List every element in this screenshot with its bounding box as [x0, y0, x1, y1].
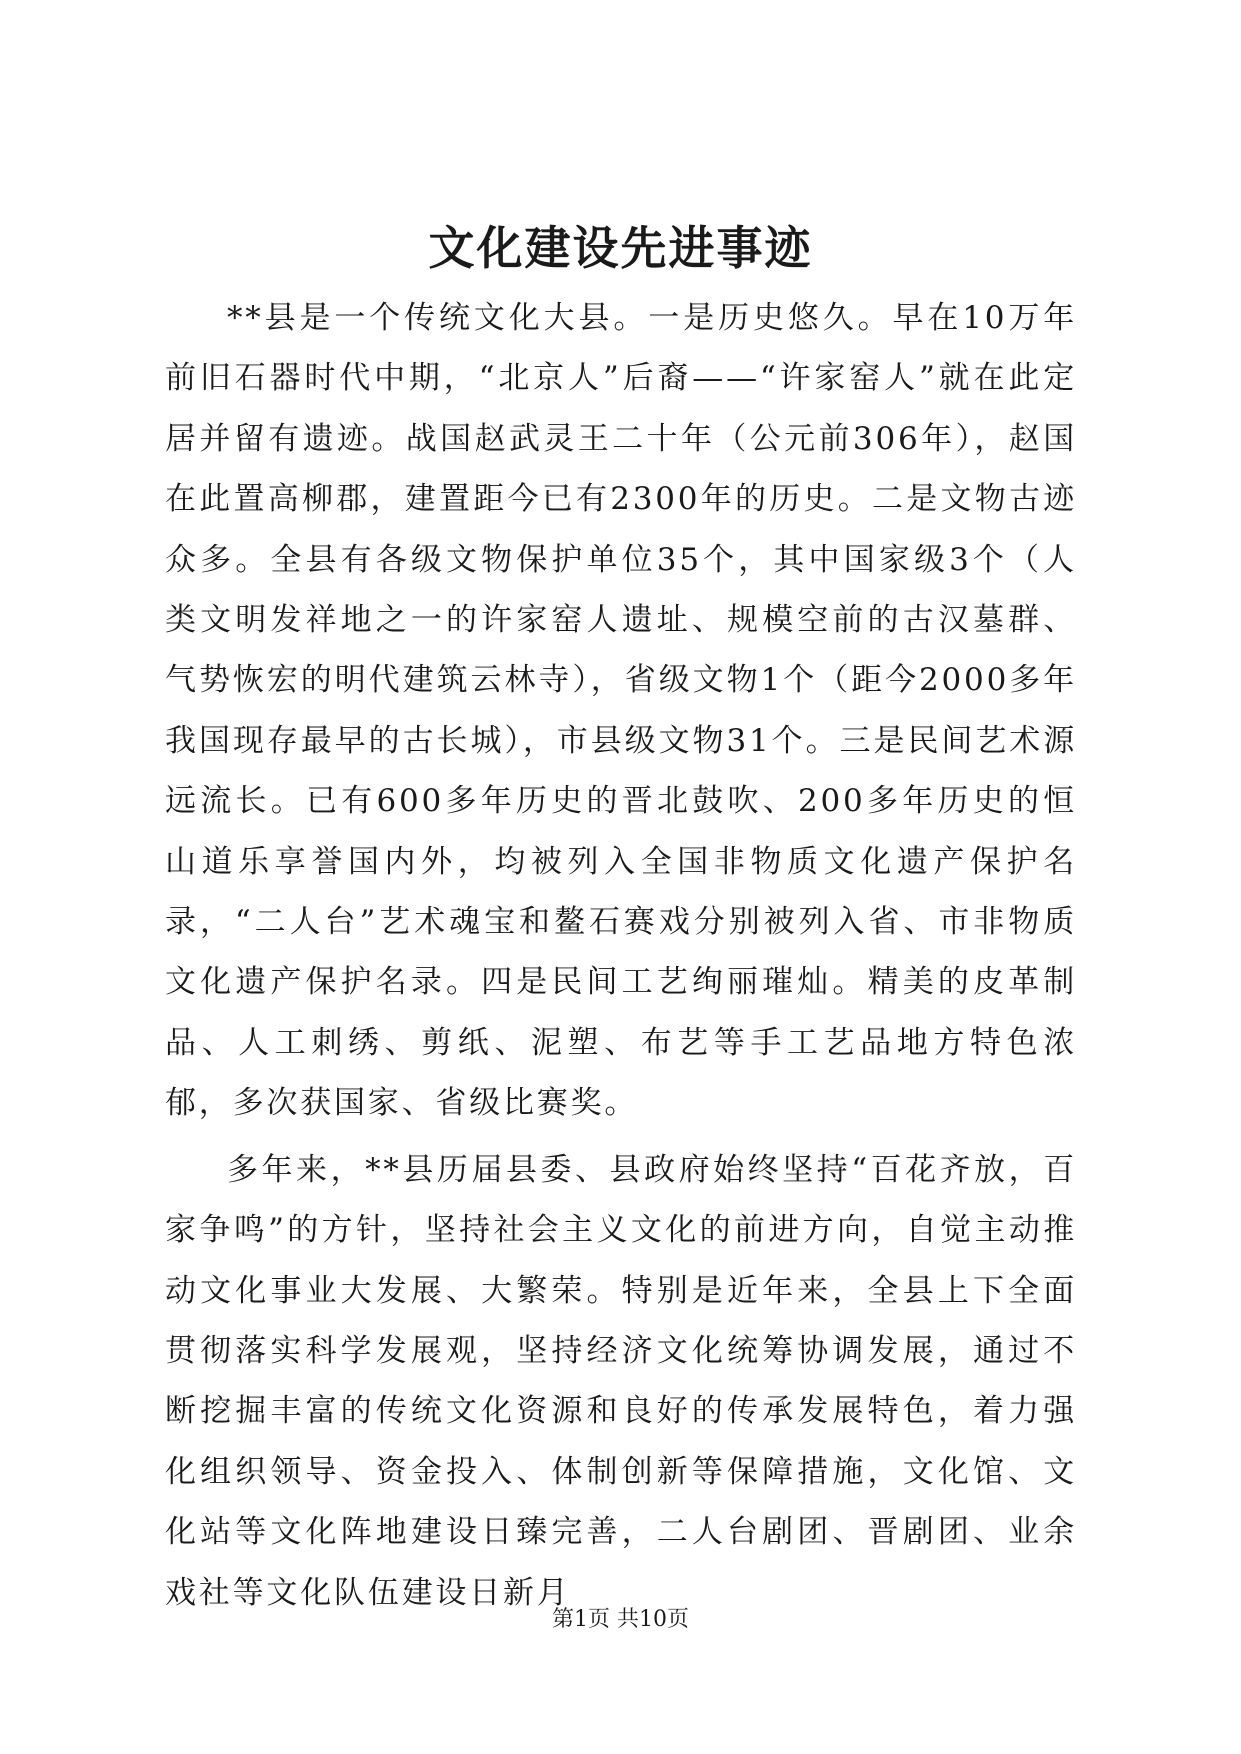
document-body — [165, 288, 1077, 1629]
paragraph-1: **县是一个传统文化大县。一是历史悠久。早在10万年前旧石器时代中期，“北京人”后裔——“许家窑人”就在此定居并留有遗迹。战国赵武灵王二十年（公元前306年），赵国在此置高柳郡，建置距今已有2300年的历史。二是文物古迹众多。全县有各级文物保护单位35个，其中国家级3个（人类文明发祥地之一的许家窑人遗址、规模空前的古汉墓群、气势恢宏的明代建筑云林寺），省级文物1个（距今2000多年我国现存最早的古长城），市县级文物31个。三是民间艺术源远流长。已有600多年历史的晋北鼓吹、200多年历史的恒山道乐享誉国内外，均被列入全国非物质文化遗产保护名录，“二人台”艺术魂宝和鳌石赛戏分别被列入省、市非物质文化遗产保护名录。四是民间工艺绚丽璀灿。精美的皮革制品、人工刺绣、剪纸、泥塑、布艺等手工艺品地方特色浓郁，多次获国家、省级比赛奖。 — [165, 300, 1077, 1122]
document-title: 文化建设先进事迹 — [428, 221, 813, 275]
page-number: 第1页 共10页 — [552, 1607, 689, 1632]
paragraph-2: 多年来，**县历届县委、县政府始终坚持“百花齐放，百家争鸣”的方针，坚持社会主义文化的前进方向，自觉主动推动文化事业大发展、大繁荣。特别是近年来，全县上下全面贯彻落实科学发展观，坚持经济文化统筹协调发展，通过不断挖掘丰富的传统文化资源和良好的传承发展特色，着力强化组织领导、资金投入、体制创新等保障措施，文化馆、文化站等文化阵地建设日臻完善，二人台剧团、晋剧团、业余戏社等文化队伍建设日新月 — [165, 1151, 1077, 1611]
